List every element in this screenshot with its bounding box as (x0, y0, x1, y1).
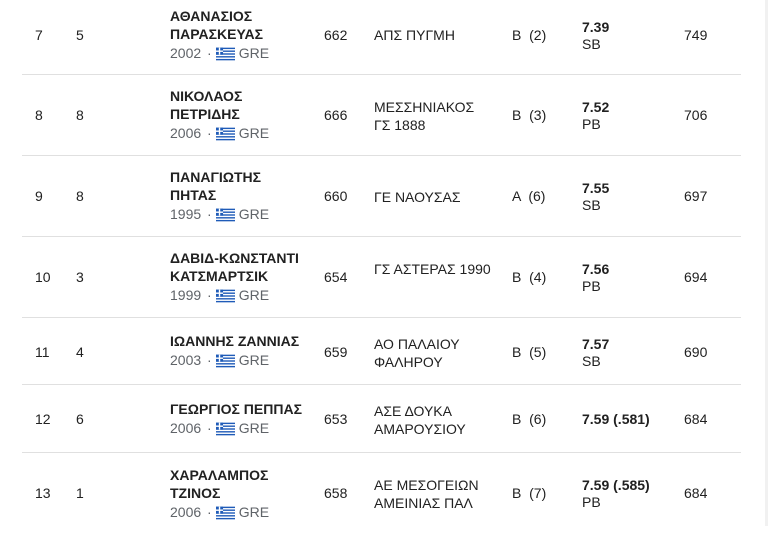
heat: B (5) (512, 344, 547, 360)
greece-flag-icon (216, 354, 235, 368)
separator: · (207, 504, 212, 520)
separator: · (207, 206, 212, 222)
athlete (170, 466, 310, 521)
performance (582, 19, 609, 53)
record-note: PB (582, 116, 601, 132)
score: 666 (324, 107, 348, 123)
athlete (170, 400, 330, 437)
athlete (170, 332, 330, 369)
score: 654 (324, 269, 348, 285)
mark: 7.52 (582, 99, 610, 115)
lane: 6 (76, 411, 84, 427)
club-name: ΓΣ ΑΣΤΕΡΑΣ 1990 (374, 261, 491, 277)
club-name: ΑΣΕ ΔΟΥΚΑ ΑΜΑΡΟΥΣΙΟΥ (374, 403, 466, 437)
nationality: GRE (238, 125, 270, 141)
table-row[interactable] (22, 0, 741, 75)
points: 694 (684, 269, 708, 285)
performance (582, 99, 609, 133)
birth-year: 2006 (170, 504, 202, 520)
heat: B (4) (512, 269, 547, 285)
score: 653 (324, 411, 348, 427)
performance (582, 180, 609, 214)
table-row[interactable] (22, 318, 741, 385)
table-row[interactable] (22, 453, 741, 533)
mark: 7.39 (582, 19, 610, 35)
record-note: SB (582, 353, 601, 369)
lane: 3 (76, 269, 84, 285)
separator: · (207, 125, 212, 141)
rank: 11 (35, 344, 50, 360)
mark: 7.57 (582, 336, 610, 352)
athlete-name-link[interactable]: ΧΑΡΑΛΑΜΠΟΣ ΤΖΙΝΟΣ (170, 467, 269, 501)
rank: 8 (35, 107, 43, 123)
score: 662 (324, 27, 348, 43)
athlete-name-link[interactable]: ΑΘΑΝΑΣΙΟΣ ΠΑΡΑΣΚΕΥΑΣ (170, 8, 264, 42)
score: 658 (324, 485, 348, 501)
performance (582, 477, 650, 511)
mark: 7.55 (582, 180, 610, 196)
points: 684 (684, 411, 708, 427)
athlete-meta (170, 503, 310, 521)
rank: 7 (35, 27, 43, 43)
points: 706 (684, 107, 708, 123)
record-note: SB (582, 36, 601, 52)
separator: · (207, 420, 212, 436)
heat: B (7) (512, 485, 547, 501)
mark: 7.56 (582, 261, 610, 277)
points: 690 (684, 344, 708, 360)
athlete-meta (170, 124, 310, 142)
separator: · (207, 45, 212, 61)
athlete (170, 168, 310, 223)
greece-flag-icon (216, 506, 235, 520)
points: 697 (684, 188, 708, 204)
club-name: ΑΟ ΠΑΛΑΙΟΥ ΦΑΛΗΡΟΥ (374, 336, 460, 370)
greece-flag-icon (216, 47, 235, 61)
table-row[interactable] (22, 385, 741, 453)
birth-year: 2006 (170, 125, 202, 141)
greece-flag-icon (216, 422, 235, 436)
birth-year: 2006 (170, 420, 202, 436)
greece-flag-icon (216, 208, 235, 222)
record-note: PB (582, 494, 601, 510)
birth-year: 2003 (170, 352, 202, 368)
athlete-meta (170, 286, 310, 304)
nationality: GRE (238, 352, 270, 368)
athlete-name-link[interactable]: ΝΙΚΟΛΑΟΣ ΠΕΤΡΙΔΗΣ (170, 88, 243, 122)
athlete-meta (170, 351, 330, 369)
birth-year: 1999 (170, 287, 202, 303)
athlete (170, 7, 310, 62)
heat: B (3) (512, 107, 547, 123)
athlete-meta (170, 44, 310, 62)
table-row[interactable] (22, 156, 741, 237)
rank: 12 (35, 411, 51, 427)
athlete-meta (170, 419, 330, 437)
separator: · (207, 352, 212, 368)
birth-year: 1995 (170, 206, 202, 222)
points: 684 (684, 485, 708, 501)
record-note: SB (582, 197, 601, 213)
nationality: GRE (238, 206, 270, 222)
club-name: ΜΕΣΣΗΝΙΑΚΟΣ ΓΣ 1888 (374, 99, 475, 133)
heat: B (6) (512, 411, 547, 427)
lane: 8 (76, 188, 84, 204)
nationality: GRE (238, 287, 270, 303)
nationality: GRE (238, 420, 270, 436)
lane: 8 (76, 107, 84, 123)
separator: · (207, 287, 212, 303)
table-row[interactable] (22, 75, 741, 156)
greece-flag-icon (216, 127, 235, 141)
lane: 5 (76, 27, 84, 43)
athlete-name-link[interactable]: ΠΑΝΑΓΙΩΤΗΣ ΠΗΤΑΣ (170, 169, 262, 203)
athlete-name-link[interactable]: ΔΑΒΙΔ-ΚΩΝΣΤΑΝΤΙ ΚΑΤΣΜΑΡΤΣΙΚ (170, 250, 299, 284)
greece-flag-icon (216, 289, 235, 303)
record-note: PB (582, 278, 601, 294)
nationality: GRE (238, 45, 270, 61)
mark: 7.59 (.585) (582, 477, 650, 493)
heat: B (2) (512, 27, 547, 43)
heat: A (6) (512, 188, 546, 204)
score: 660 (324, 188, 348, 204)
performance (582, 411, 650, 428)
athlete-meta (170, 205, 310, 223)
rank: 10 (35, 269, 51, 285)
athlete (170, 249, 310, 304)
performance (582, 261, 609, 295)
lane: 4 (76, 344, 84, 360)
athlete (170, 87, 310, 142)
table-row[interactable] (22, 237, 741, 318)
mark: 7.59 (.581) (582, 411, 650, 427)
birth-year: 2002 (170, 45, 202, 61)
club-name: ΑΠΣ ΠΥΓΜΗ (374, 27, 455, 43)
points: 749 (684, 27, 708, 43)
nationality: GRE (238, 504, 270, 520)
club-name: ΓΕ ΝΑΟΥΣΑΣ (374, 189, 461, 205)
rank: 13 (35, 485, 51, 501)
rank: 9 (35, 188, 43, 204)
score: 659 (324, 344, 348, 360)
club-name: ΑΕ ΜΕΣΟΓΕΙΩΝ ΑΜΕΙΝΙΑΣ ΠΑΛ (374, 477, 479, 511)
athlete-name-link[interactable]: ΙΩΑΝΝΗΣ ΖΑΝΝΙΑΣ (170, 333, 300, 349)
performance (582, 336, 609, 370)
athlete-name-link[interactable]: ΓΕΩΡΓΙΟΣ ΠΕΠΠΑΣ (170, 401, 302, 417)
lane: 1 (76, 485, 84, 501)
